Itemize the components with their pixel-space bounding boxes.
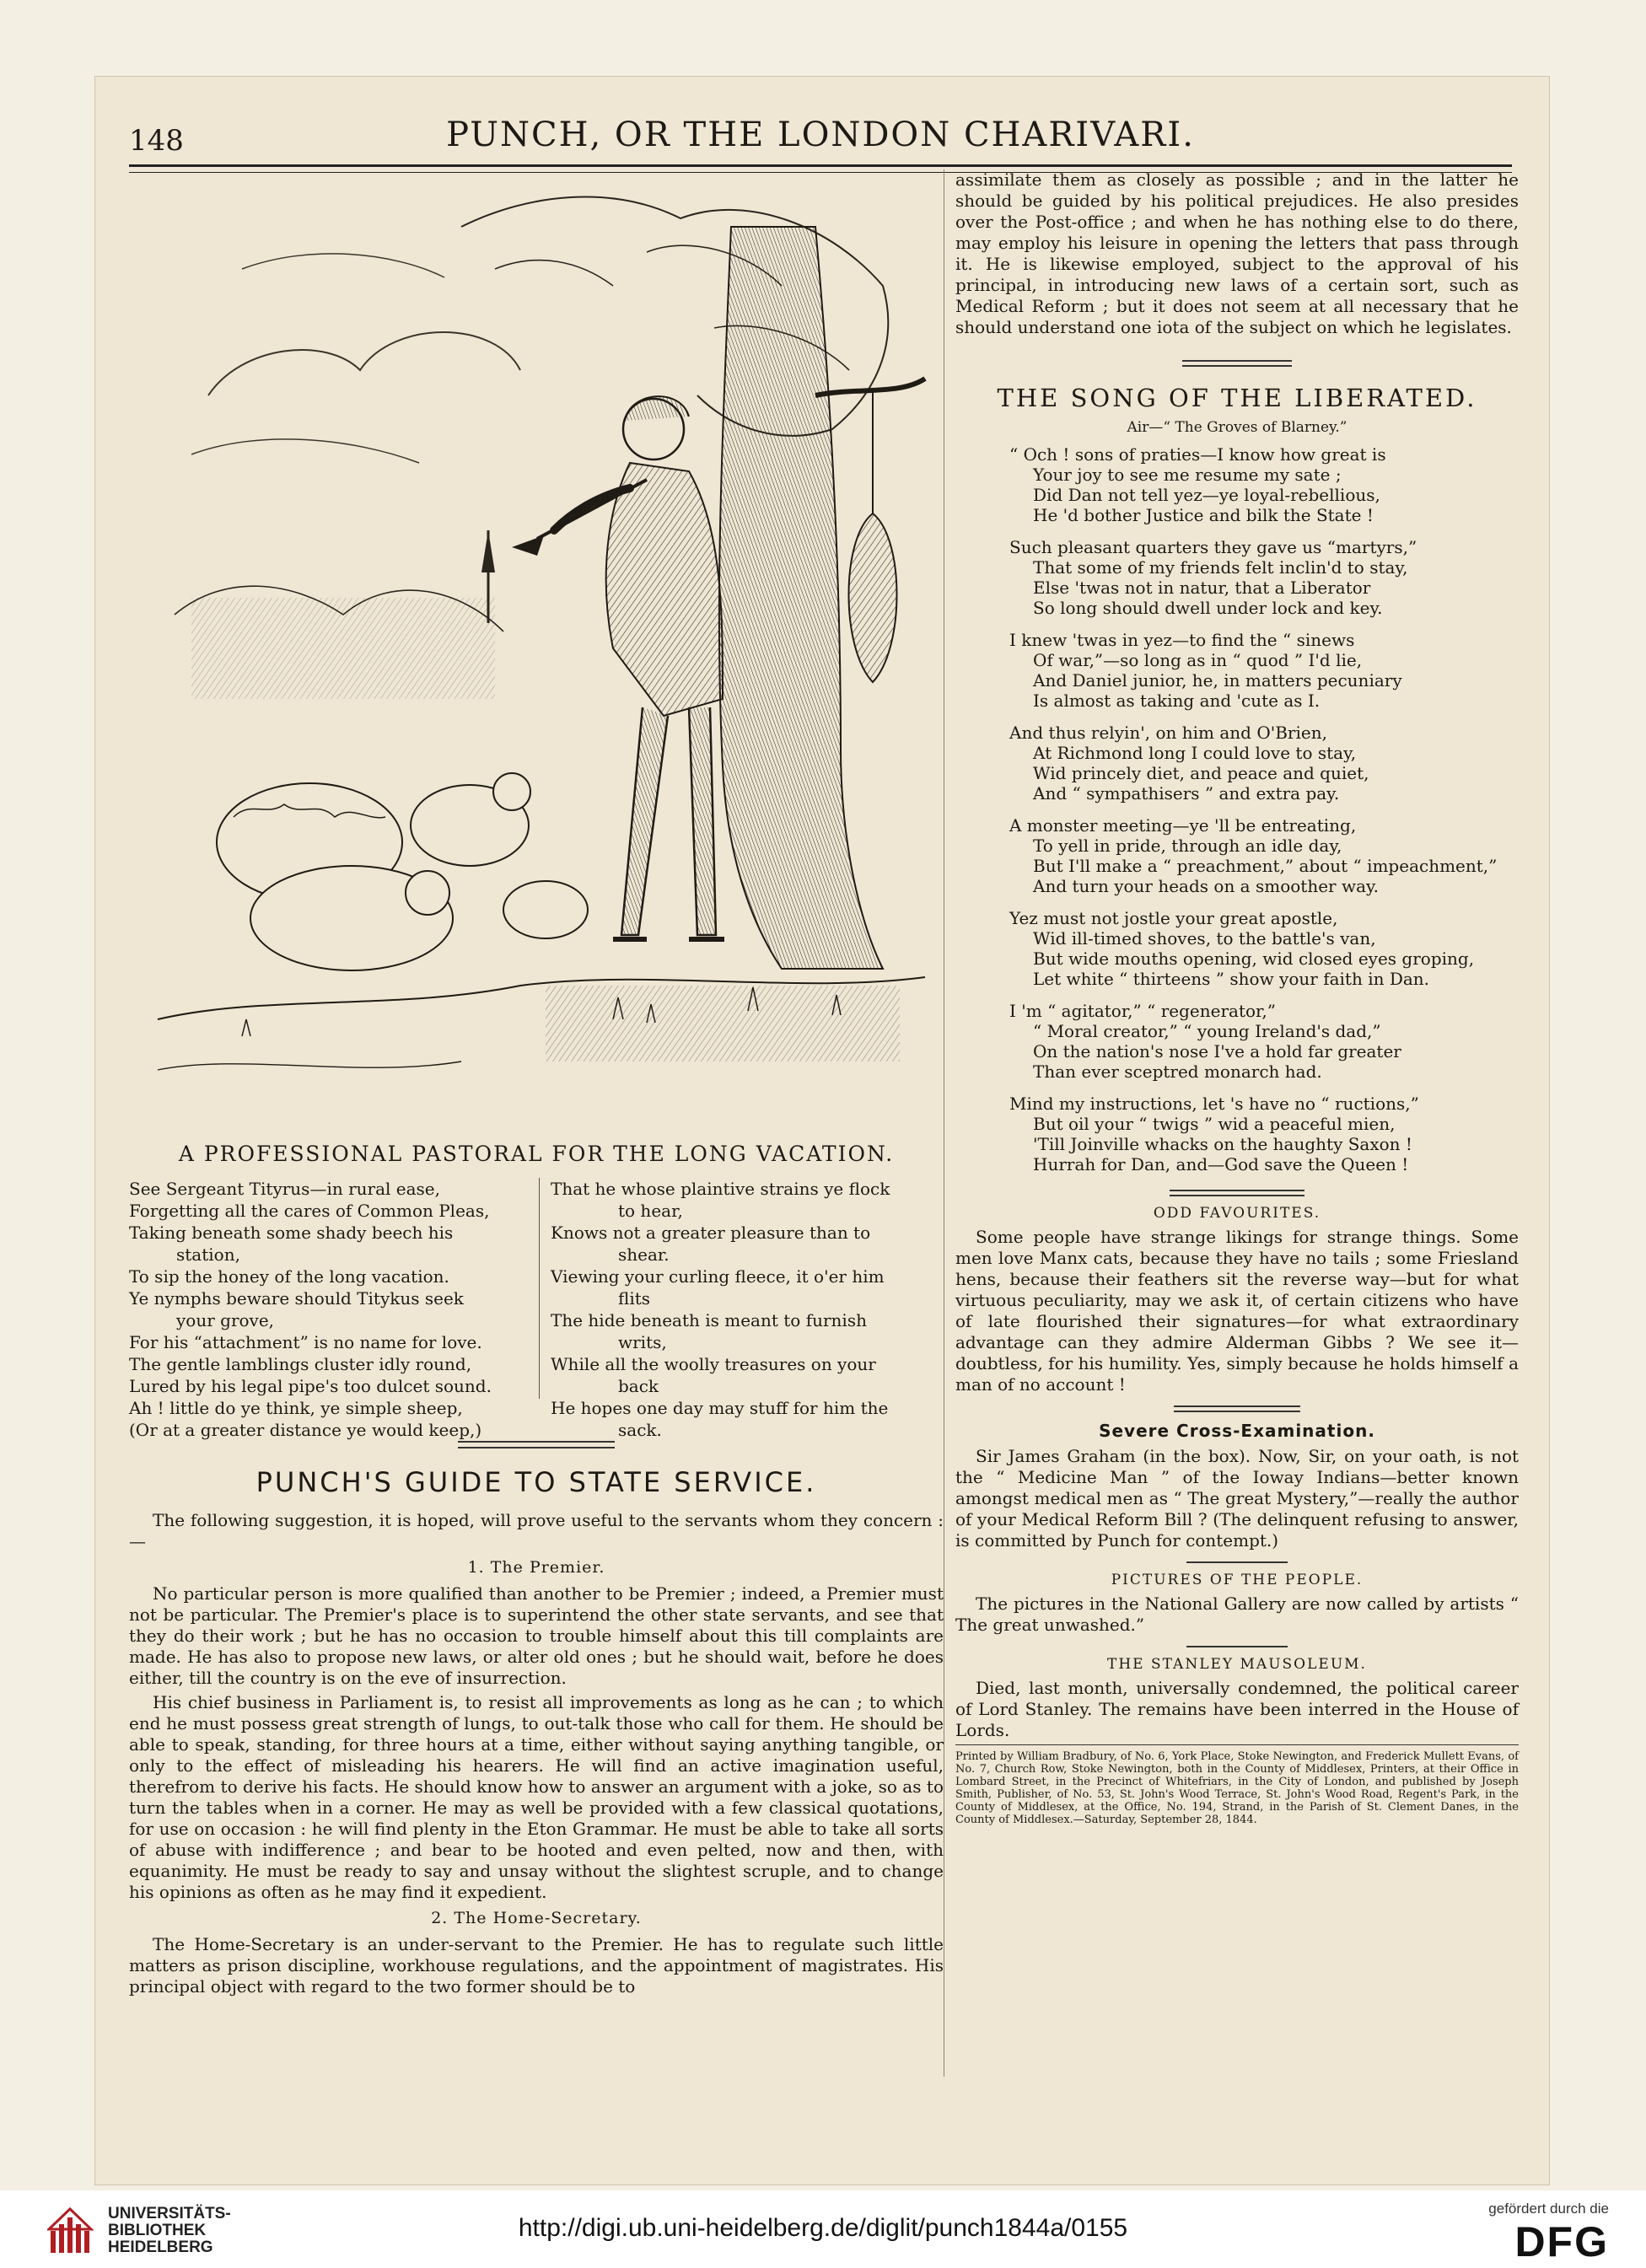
severe-title: Severe Cross-Examination. (1099, 1421, 1375, 1441)
stanza-line: “ Och ! sons of praties—I know how great is (1009, 444, 1386, 465)
section-heading-premier: 1. The Premier. (467, 1558, 605, 1577)
song-stanza (1009, 630, 1519, 711)
guide-title: PUNCH'S GUIDE TO STATE SERVICE. (256, 1466, 817, 1498)
verse-line: Lured by his legal pipe's too dulcet sound. (129, 1376, 492, 1396)
stanza-line: Of war,”—so long as in “ quod ” I'd lie, (1033, 650, 1363, 670)
page-number: 148 (129, 124, 184, 158)
verse-line: While all the woolly treasures on your (551, 1354, 876, 1374)
section-rule (1186, 1646, 1288, 1647)
funded-by-label: gefördert durch die (1488, 2201, 1609, 2217)
stanley-text: Died, last month, universally condemned, the political career of Lord Stanley. The remains have been interred in the House of Lords. (955, 1678, 1519, 1740)
verse-line: station, (176, 1244, 240, 1265)
stanza-line: And “ sympathisers ” and extra pay. (1033, 783, 1340, 803)
stanza-line: Did Dan not tell yez—ye loyal-rebellious, (1033, 485, 1380, 505)
verse-line: Ye nymphs beware should Titykus seek (129, 1288, 464, 1309)
section-rule (1174, 1405, 1300, 1412)
song-title: THE SONG OF THE LIBERATED. (997, 384, 1477, 412)
running-head (129, 110, 1512, 161)
stanza-line: Wid ill-timed shoves, to the battle's van, (1033, 928, 1376, 949)
verse-line: Forgetting all the cares of Common Pleas, (129, 1201, 490, 1221)
stanza-line: Mind my instructions, let 's have no “ ructions,” (1009, 1094, 1419, 1114)
section-rule (458, 1441, 615, 1448)
stanza-line: 'Till Joinville whacks on the haughty Saxon ! (1033, 1134, 1412, 1154)
verse-line: your grove, (176, 1310, 275, 1330)
library-name-line: HEIDELBERG (108, 2238, 213, 2256)
stanza-line: That some of my friends felt inclin'd to stay, (1033, 557, 1408, 578)
verse-right-column (551, 1178, 944, 1441)
verse-line: Taking beneath some shady beech his (129, 1223, 454, 1243)
stanza-line: Is almost as taking and 'cute as I. (1033, 691, 1321, 711)
stanza-line: Than ever sceptred monarch had. (1033, 1061, 1322, 1082)
pictures-body (955, 1594, 1519, 1636)
library-name-line: BIBLIOTHEK (108, 2222, 207, 2239)
verse-divider (539, 1178, 540, 1399)
continued-paragraph (955, 169, 1519, 338)
section-rule (1186, 1561, 1288, 1563)
printer-imprint: Printed by William Bradbury, of No. 6, York Place, Stoke Newington, and Frederick Mullett Evans, of No. 7, Church Row, Stoke Newington, both in the County of Middlesex, Printers, at their Office in Lombard Street, in the Precinct of Whitefriars, in the City of London, and published by Joseph Smith, Publisher, of No. 53, St. John's Wood Terrace, St. John's Wood Road, Regent's Park, in the County of Middlesex, at the Office, No. 194, Strand, in the Parish of St. Clement Danes, in the County of Middlesex.—Saturday, September 28, 1844. (955, 1744, 1519, 1826)
premier-paragraph-2: His chief business in Parliament is, to resist all improvements as long as he can ; to which end he must possess great strength of lungs, to out-talk those who call for them. He should be able to speak, standing, for three hours at a time, either without saying anything tangible, or only to the effect of misleading his hearers. He will find an active imagination useful, therefrom to derive his facts. He should know how to answer an argument with a joke, so as to turn the tables when in a corner. He may as well be provided with a few classical quotations, for use on occasion : he will find plenty in the Eton Grammar. He must be able to take all sorts of abuse with indifference ; and bear to be hooted and even pelted, now and then, with equanimity. He must be ready to say and unsay without the slightest scruple, and to change his opinions as often as he may find it expedient. (129, 1692, 944, 1902)
journal-title: PUNCH, OR THE LONDON CHARIVARI. (446, 116, 1195, 154)
song-stanza (1009, 537, 1519, 618)
pictures-text: The pictures in the National Gallery are now called by artists “ The great unwashed.” (955, 1594, 1519, 1635)
section-rule (1182, 360, 1292, 367)
stanza-line: A monster meeting—ye 'll be entreating, (1009, 815, 1357, 836)
stanza-line: Such pleasant quarters they gave us “martyrs,” (1009, 537, 1417, 557)
stanza-line: He 'd bother Justice and bilk the State ! (1033, 505, 1374, 525)
verse-line: Knows not a greater pleasure than to (551, 1223, 871, 1243)
odd-favourites-title: ODD FAVOURITES. (1153, 1205, 1321, 1222)
song-stanza (1009, 444, 1519, 525)
song-air: Air—“ The Groves of Blarney.” (1127, 419, 1347, 436)
newspaper-page (94, 76, 1550, 2185)
source-url[interactable]: http://digi.ub.uni-heidelberg.de/diglit/punch1844a/0155 (518, 2214, 1128, 2242)
section-heading-home-secretary: 2. The Home-Secretary. (431, 1909, 642, 1927)
stanley-body (955, 1678, 1519, 1741)
song-stanza (1009, 815, 1519, 896)
song-stanza (1009, 1001, 1519, 1082)
verse-left-column (129, 1178, 525, 1441)
verse-line: For his “attachment” is no name for love. (129, 1332, 482, 1352)
verse-line: That he whose plaintive strains ye flock (551, 1179, 890, 1199)
stanza-line: Yez must not jostle your great apostle, (1009, 908, 1338, 928)
stanza-line: To yell in pride, through an idle day, (1033, 836, 1342, 856)
stanza-line: Let white “ thirteens ” show your faith in Dan. (1033, 969, 1430, 989)
continued-text: assimilate them as closely as possible ; and in the latter he should be guided by his political prejudices. He also presides over the Post-office ; and when he has nothing else to do there, may employ his leisure in opening the letters that pass through it. He is likewise employed, subject to the approval of his principal, in introducing new laws of a certain sort, such as Medical Reform ; but it does not seem at all necessary that he should understand one iota of the subject on which he legislates. (955, 169, 1519, 337)
footer-bar (0, 2190, 1646, 2268)
pictures-title: PICTURES OF THE PEOPLE. (1111, 1572, 1364, 1588)
stanza-line: “ Moral creator,” “ young Ireland's dad,” (1033, 1021, 1381, 1041)
stanza-line: And turn your heads on a smoother way. (1033, 876, 1379, 896)
song-stanza (1009, 723, 1519, 803)
verse-line: to hear, (618, 1201, 683, 1221)
severe-body (955, 1446, 1519, 1551)
stanza-line: But wide mouths opening, wid closed eyes groping, (1033, 949, 1475, 969)
verse-line: See Sergeant Tityrus—in rural ease, (129, 1179, 440, 1199)
song-stanzas (955, 444, 1519, 1174)
library-name-line: UNIVERSITÄTS- (108, 2205, 231, 2222)
odd-favourites-body (955, 1227, 1519, 1395)
verse-line: sack. (618, 1420, 662, 1440)
stanza-line: Else 'twas not in natur, that a Liberator (1033, 578, 1371, 598)
cartoon-illustration (141, 176, 930, 1116)
verse-line: He hopes one day may stuff for him the (551, 1398, 889, 1418)
cartoon-title: A PROFESSIONAL PASTORAL FOR THE LONG VACATION. (178, 1142, 895, 1166)
stanza-line: I 'm “ agitator,” “ regenerator,” (1009, 1001, 1276, 1021)
verse-line: (Or at a greater distance ye would keep,) (129, 1420, 482, 1440)
verse-line: To sip the honey of the long vacation. (129, 1266, 449, 1287)
stanza-line: Your joy to see me resume my sate ; (1033, 465, 1342, 485)
right-column (955, 169, 1519, 1826)
odd-favourites-text: Some people have strange likings for strange things. Some men love Manx cats, because they have no tails ; some Friesland hens, because their feathers sit the reverse way—but for what virtuous peculiarity, may we ask it, of certain citizens who have of late flourished their signatures—for what extraordinary advantage can they admire Alderman Gibbs ? We see it—doubtless, for his humility. Yes, simply because he holds himself a man of no account ! (955, 1227, 1519, 1395)
stanza-line: At Richmond long I could love to stay, (1033, 743, 1357, 763)
home-secretary-paragraph: The Home-Secretary is an under-servant to the Premier. He has to regulate such little matters as prison discipline, workhouse regulations, and the appointment of magistrates. His principal object with regard to the two former should be to (129, 1934, 944, 1997)
stanza-line: And Daniel junior, he, in matters pecuniary (1033, 670, 1402, 691)
verse-line: The hide beneath is meant to furnish (551, 1310, 867, 1330)
stanza-line: I knew 'twas in yez—to find the “ sinews (1009, 630, 1355, 650)
premier-paragraph-1: No particular person is more qualified than another to be Premier ; indeed, a Premier must not be particular. The Premier's place is to superintend the other state servants, and see that they do their work ; but he has no occasion to trouble himself about this till complaints are made. He has also to propose new laws, or alter old ones ; but he should wait, before he does either, till the country is on the eve of insurrection. (129, 1583, 944, 1688)
guide-article (129, 1510, 944, 2001)
verse-line: flits (618, 1288, 651, 1309)
stanza-line: But I'll make a “ preachment,” about “ impeachment,” (1033, 856, 1498, 876)
severe-text: Sir James Graham (in the box). Now, Sir, on your oath, is not the “ Medicine Man ” of the Ioway Indians—better known amongst medical men as “ The great Mystery,”—really the author of your Medical Reform Bill ? (The delinquent refusing to answer, is committed by Punch for contempt.) (955, 1446, 1519, 1551)
cartoon-verse (129, 1178, 944, 1440)
stanza-line: On the nation's nose I've a hold far greater (1033, 1041, 1401, 1061)
stanza-line: But oil your “ twigs ” wid a peaceful mien, (1033, 1114, 1396, 1134)
stanza-line: Wid princely diet, and peace and quiet, (1033, 763, 1369, 783)
verse-line: writs, (618, 1332, 667, 1352)
stanley-title: THE STANLEY MAUSOLEUM. (1107, 1656, 1367, 1673)
dfg-logo: DFG (1514, 2218, 1609, 2265)
song-stanza (1009, 908, 1519, 989)
stanza-line: And thus relyin', on him and O'Brien, (1009, 723, 1327, 743)
verse-line: back (618, 1376, 659, 1396)
verse-line: The gentle lamblings cluster idly round, (129, 1354, 472, 1374)
song-stanza (1009, 1094, 1519, 1174)
verse-line: Ah ! little do ye think, ye simple sheep, (129, 1398, 463, 1418)
stanza-line: So long should dwell under lock and key. (1033, 598, 1383, 618)
stanza-line: Hurrah for Dan, and—God save the Queen ! (1033, 1154, 1409, 1174)
verse-line: Viewing your curling fleece, it o'er him (551, 1266, 885, 1287)
section-rule (1170, 1190, 1304, 1196)
verse-line: shear. (618, 1244, 670, 1265)
guide-intro: The following suggestion, it is hoped, will prove useful to the servants whom they concern :— (129, 1510, 944, 1551)
